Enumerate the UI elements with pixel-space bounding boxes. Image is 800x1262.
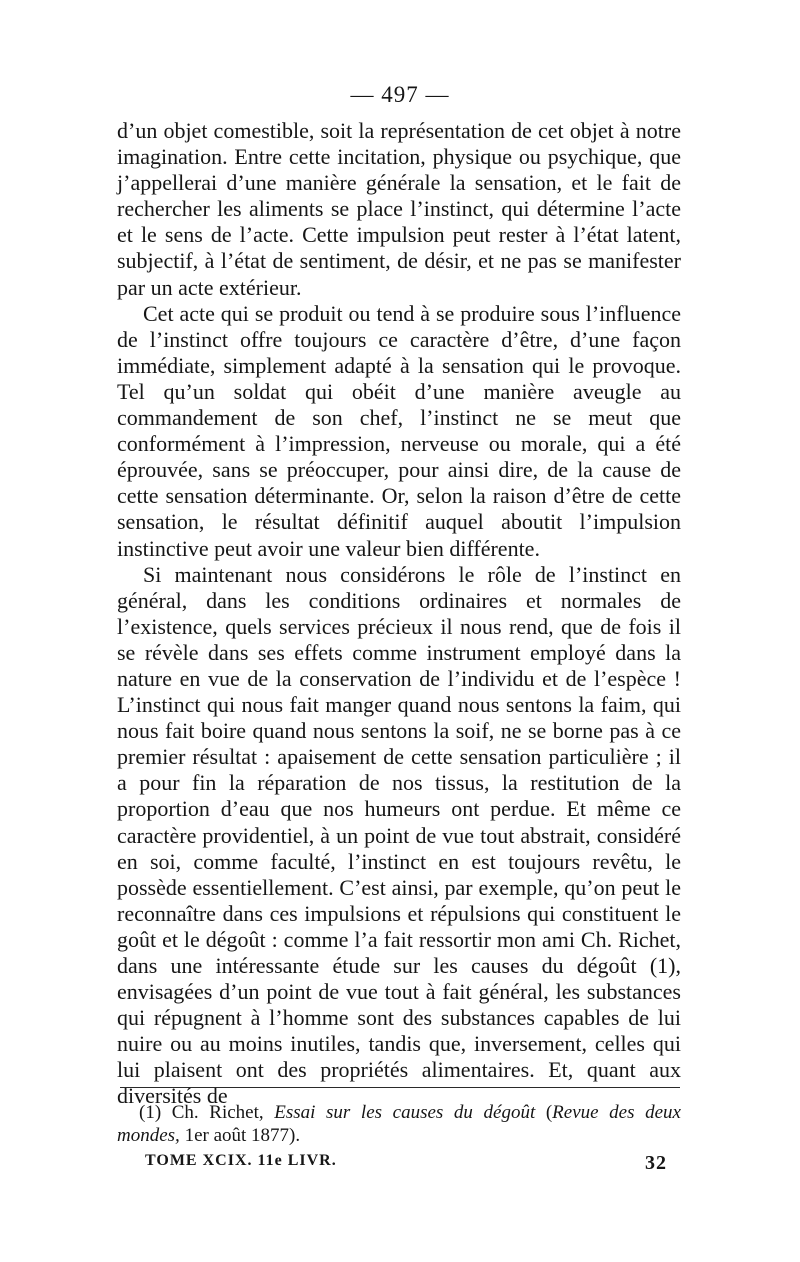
signature-left: TOME XCIX. 11e LIVR. — [145, 1152, 337, 1169]
signature-line — [145, 1152, 667, 1174]
footnote-source: Revue des deux mondes, — [117, 1102, 681, 1146]
footnote-title: Essai sur les causes du dégoût — [274, 1102, 536, 1123]
page-number: — 497 — — [350, 82, 450, 107]
footnote — [117, 1101, 681, 1147]
body-text — [117, 118, 681, 1110]
paragraph-3: Si maintenant nous considérons le rôle de l’instinct en général, dans les conditions ordinaires et normales de l’existence, quels services précieux il nous rend, que de fois il se révèle dans ses effets comme instrument employé dans la nature en vue de la conservation de l’individu et de l’espèce ! L’instinct qui nous fait manger quand nous sentons la faim, qui nous fait boire quand nous sentons la soif, ne se borne pas à ce premier résultat : apaisement de cette sensation particulière ; il a pour fin la réparation de nos tissus, la restitution de la proportion d’eau que nos humeurs ont perdue. Et même ce caractère providentiel, à un point de vue tout abstrait, considéré en soi, comme faculté, l’instinct en est toujours revêtu, le possède essentiellement. C’est ainsi, par exemple, qu’on peut le reconnaître dans ces impulsions et répulsions qui constituent le goût et le dégoût : comme l’a fait ressortir mon ami Ch. Richet, dans une intéressante étude sur les causes du dégoût (1), envisagées d’un point de vue tout à fait général, les substances qui répugnent à l’homme sont des substances capables de lui nuire ou au moins inutiles, tandis que, inversement, celles qui lui plaisent ont des propriétés alimentaires. Et, quant aux diversités de — [117, 561, 681, 1109]
footnote-paren: ( — [545, 1102, 553, 1123]
paragraph-2: Cet acte qui se produit ou tend à se produire sous l’influence de l’instinct offre toujours ce caractère d’être, d’une façon immédiate, simplement adapté à la sensation qui le provoque. Tel qu’un soldat qui obéit d’une manière aveugle au commandement de son chef, l’instinct ne se meut que conformément à l’impression, nerveuse ou morale, qui a été éprouvée, sans se préoccuper, pour ainsi dire, de la cause de cette sensation déterminante. Or, selon la raison d’être de cette sensation, le résultat définitif auquel aboutit l’impulsion instinctive peut avoir une valeur bien différente. — [117, 300, 681, 561]
footnote-lead: (1) Ch. Richet, — [139, 1102, 264, 1123]
footnote-rule — [120, 1087, 680, 1088]
footnote-tail: 1er août 1877). — [184, 1125, 301, 1146]
paragraph-1: d’un objet comestible, soit la représentation de cet objet à notre imagination. Entre cette incitation, physique ou psychique, que j’appellerai d’une manière générale la sensation, et le fait de rechercher les aliments se place l’instinct, qui détermine l’acte et le sens de l’acte. Cette impulsion peut rester à l’état latent, subjectif, à l’état de sentiment, de désir, et ne pas se manifester par un acte extérieur. — [117, 118, 681, 300]
signature-right: 32 — [645, 1152, 667, 1174]
